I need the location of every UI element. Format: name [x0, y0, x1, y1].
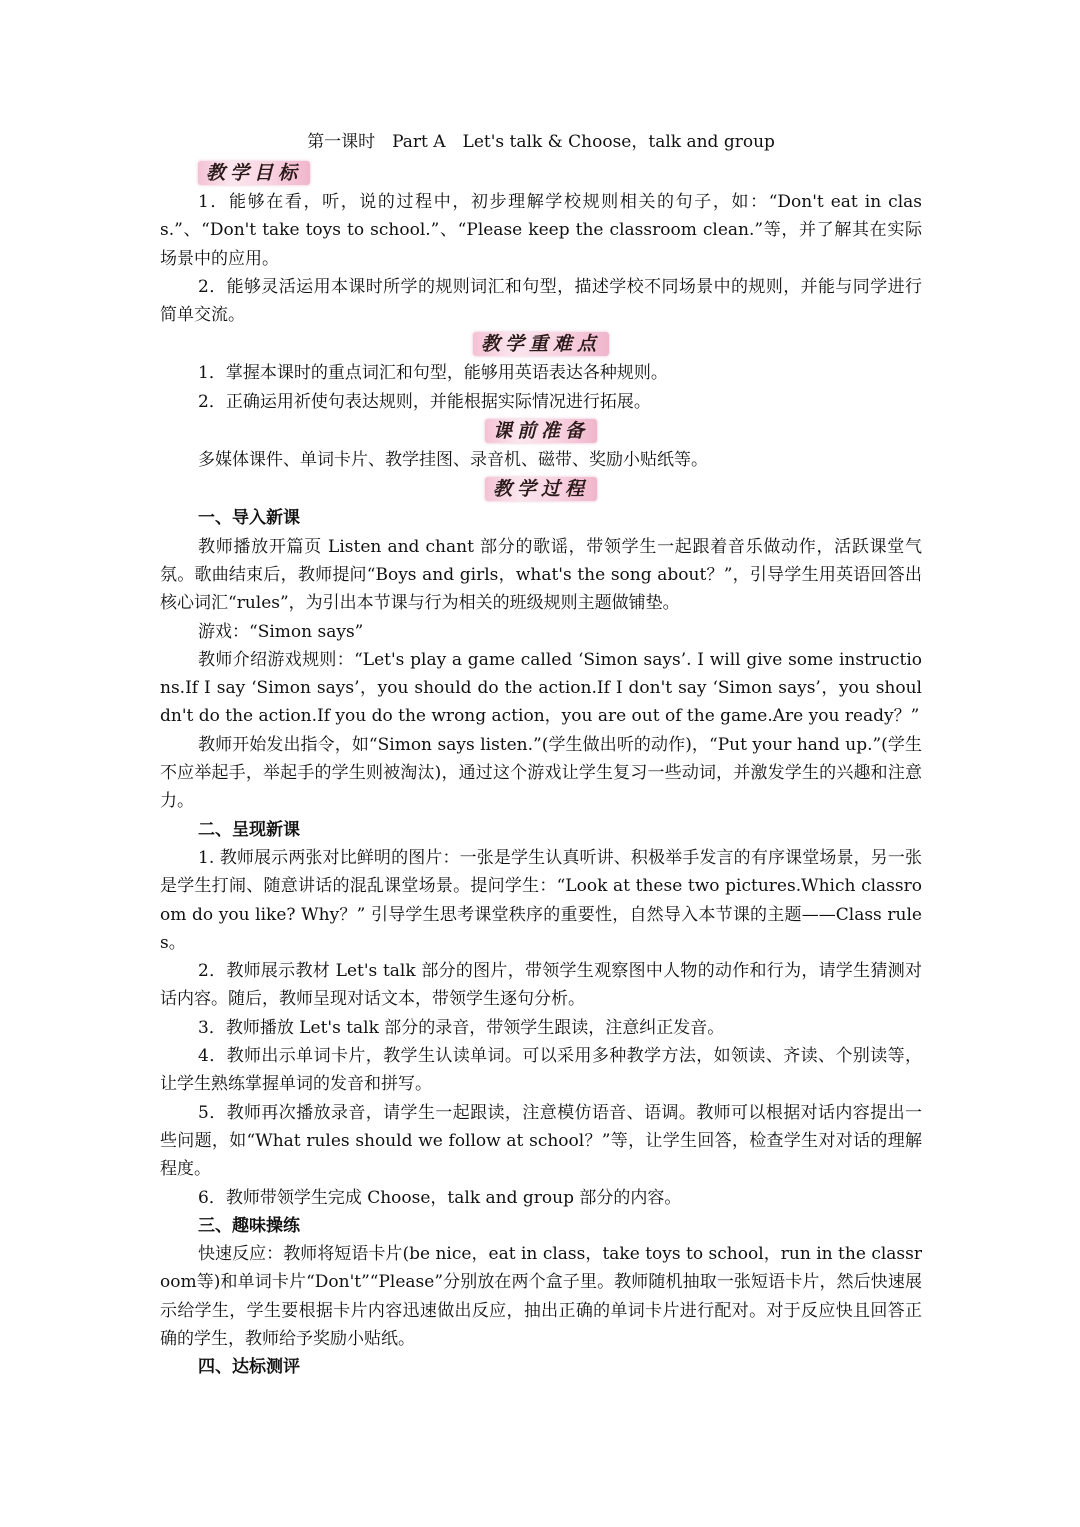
- process-banner-row: [160, 474, 922, 504]
- section-2-item-1: 1. 教师展示两张对比鲜明的图片：一张是学生认真听讲、积极举手发言的有序课堂场景，另一张是学生打闹、随意讲话的混乱课堂场景。提问学生：“Look at these two pictures.Which classroom do you like? Why？” 引导学生思考课堂秩序的重要性，自然导入本节课的主题——Class rules。: [160, 847, 922, 953]
- process-banner: 教学过程: [485, 477, 597, 501]
- section-2-item-6: 6．教师带领学生完成 Choose，talk and group 部分的内容。: [198, 1187, 682, 1208]
- section-3-paragraph-1: 快速反应：教师将短语卡片(be nice，eat in class，take toys to school，run in the classroom等)和单词卡片“Don't”“Please”分别放在两个盒子里。教师随机抽取一张短语卡片，然后快速展示给学生，学生要根据卡片内容迅速做出反应，抽出正确的单词卡片进行配对。对于反应快且回答正确的学生，教师给予奖励小贴纸。: [160, 1244, 922, 1349]
- document-page: [160, 128, 922, 1382]
- preparation-text: 多媒体课件、单词卡片、教学挂图、录音机、磁带、奖励小贴纸等。: [198, 450, 708, 471]
- section-1-paragraph-3: 教师介绍游戏规则：“Let's play a game called ‘Simon says’. I will give some instructions.If I say ‘Simon says’，you should do the action.If I don't say ‘Simon says’，you shouldn't do the action.If you do the wrong action，you are out of the game.Are you ready？”: [160, 649, 922, 727]
- section-2-item-3: 3．教师播放 Let's talk 部分的录音，带领学生跟读，注意纠正发音。: [198, 1017, 725, 1038]
- key-point-1: 1．掌握本课时的重点词汇和句型，能够用英语表达各种规则。: [198, 363, 668, 384]
- section-1-paragraph-2: 游戏：“Simon says”: [198, 621, 364, 642]
- key-points-banner-row: [160, 329, 922, 359]
- lesson-title: 第一课时 Part A Let's talk & Choose，talk and group: [307, 132, 775, 152]
- section-1-paragraph-4: 教师开始发出指令，如“Simon says listen.”(学生做出听的动作)，“Put your hand up.”(学生不应举起手，举起手的学生则被淘汰)，通过这个游戏让学生复习一些动词，并激发学生的兴趣和注意力。: [160, 734, 922, 812]
- section-4-heading: 四、达标测评: [198, 1357, 300, 1378]
- goals-banner: 教学目标: [198, 161, 310, 185]
- section-2-heading: 二、呈现新课: [198, 819, 300, 840]
- preparation-banner: 课前准备: [485, 419, 597, 443]
- goals-banner-row: [160, 158, 922, 188]
- section-2-item-2: 2．教师展示教材 Let's talk 部分的图片，带领学生观察图中人物的动作和行为，请学生猜测对话内容。随后，教师呈现对话文本，带领学生逐句分析。: [160, 961, 922, 1010]
- preparation-banner-row: [160, 416, 922, 446]
- goal-item-1: 1．能够在看，听，说的过程中，初步理解学校规则相关的句子，如：“Don't eat in class.”、“Don't take toys to school.”、“Please keep the classroom clean.”等，并了解其在实际场景中的应用。: [160, 192, 922, 269]
- key-point-2: 2．正确运用祈使句表达规则，并能根据实际情况进行拓展。: [198, 391, 651, 412]
- goal-item-2: 2．能够灵活运用本课时所学的规则词汇和句型，描述学校不同场景中的规则，并能与同学进行简单交流。: [160, 276, 922, 326]
- section-1-heading: 一、导入新课: [198, 508, 300, 529]
- section-2-item-4: 4．教师出示单词卡片，教学生认读单词。可以采用多种教学方法，如领读、齐读、个别读等，让学生熟练掌握单词的发音和拼写。: [160, 1046, 922, 1095]
- key-points-banner: 教学重难点: [473, 332, 609, 356]
- section-3-heading: 三、趣味操练: [198, 1215, 300, 1236]
- section-1-paragraph-1: 教师播放开篇页 Listen and chant 部分的歌谣，带领学生一起跟着音乐做动作，活跃课堂气氛。歌曲结束后，教师提问“Boys and girls，what's the song about？”，引导学生用英语回答出核心词汇“rules”，为引出本节课与行为相关的班级规则主题做铺垫。: [160, 536, 922, 614]
- section-2-item-5: 5．教师再次播放录音，请学生一起跟读，注意模仿语音、语调。教师可以根据对话内容提出一些问题，如“What rules should we follow at school？”等，让学生回答，检查学生对对话的理解程度。: [160, 1102, 922, 1180]
